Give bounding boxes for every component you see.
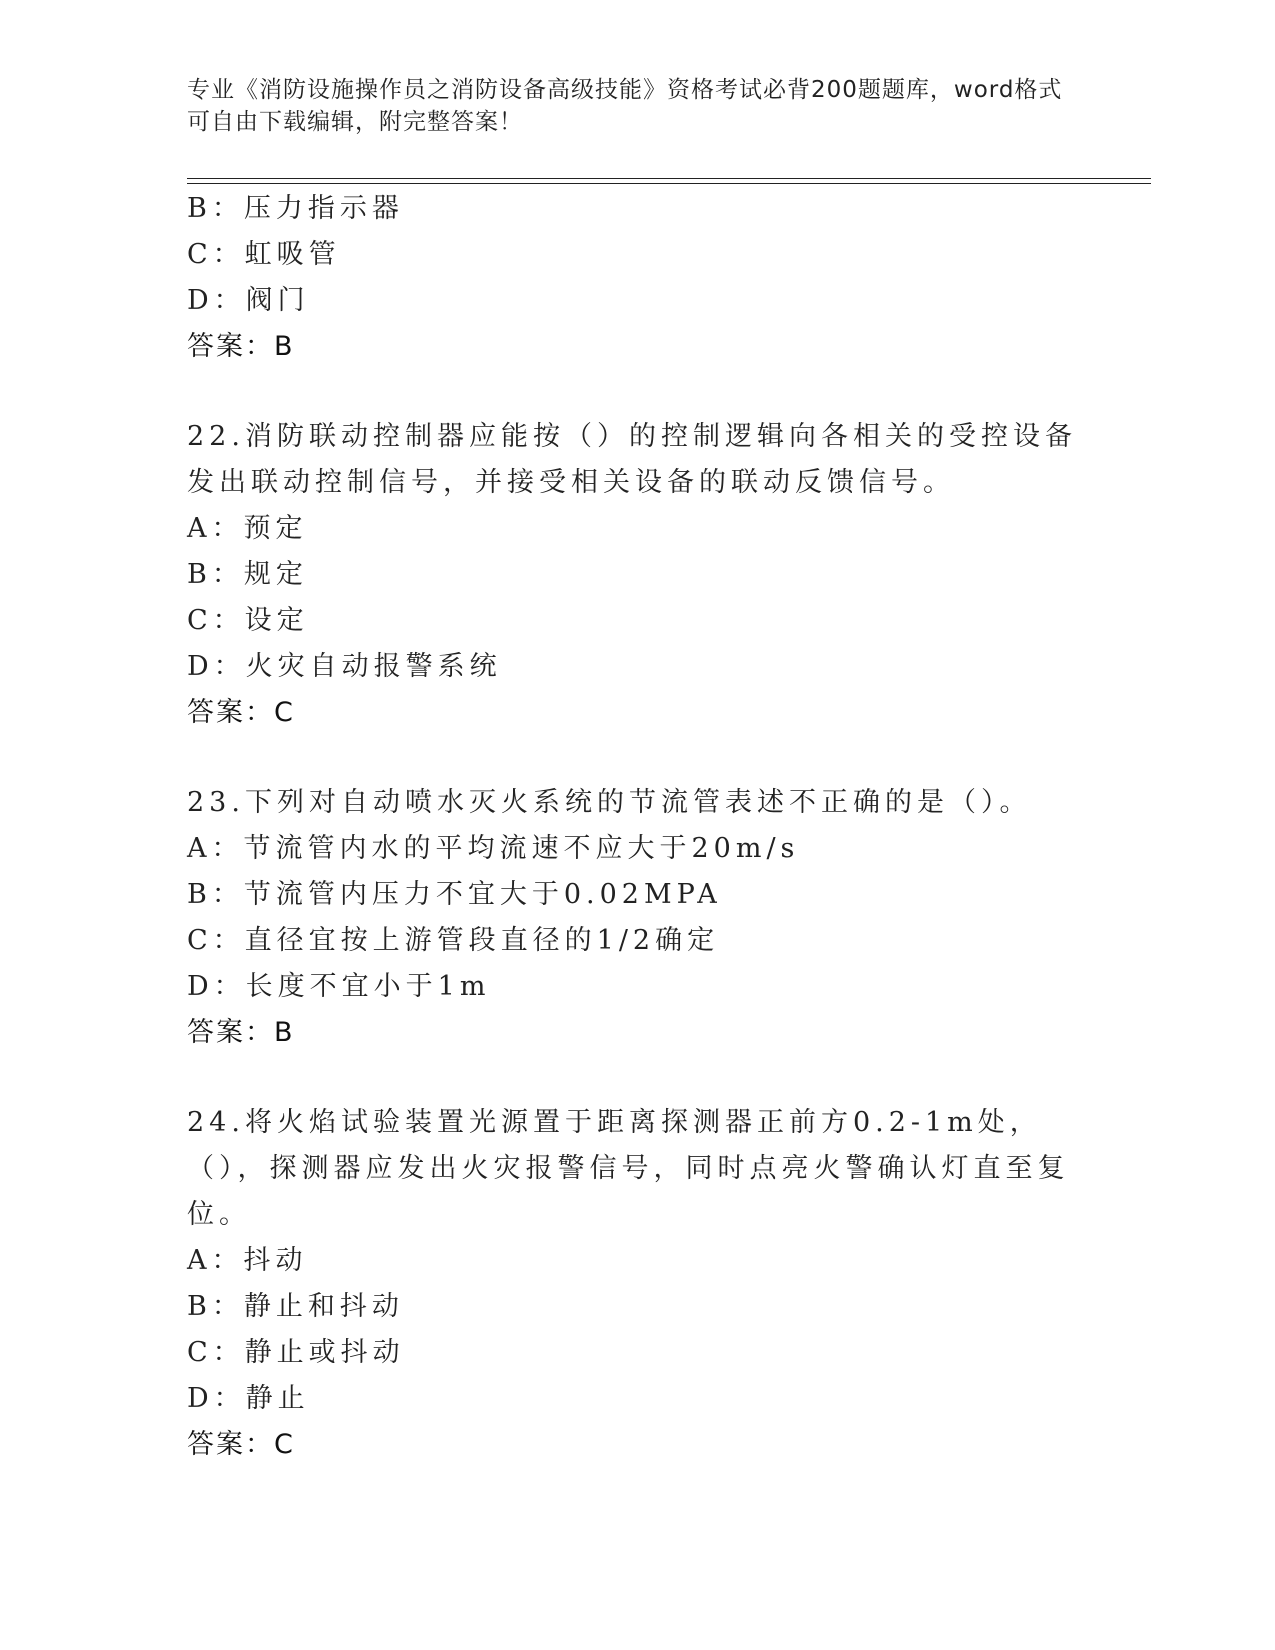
question-text: 24.将火焰试验装置光源置于距离探测器正前方0.2-1m处，（），探测器应发出火灾报警信号，同时点亮火警确认灯直至复位。 [187, 1107, 1070, 1230]
option-c: C：直径宜按上游管段直径的1/2确定 [187, 925, 720, 956]
spacer [187, 1056, 1087, 1100]
spacer [187, 736, 1087, 780]
spacer [187, 370, 1087, 414]
header-divider-top [187, 178, 1151, 179]
option-a: A：节流管内水的平均流速不应大于20m/s [187, 833, 800, 864]
option-a: A：抖动 [187, 1245, 308, 1276]
option-d: D：阀门 [187, 285, 310, 316]
question-list [187, 186, 1087, 1468]
answer-line: 答案：B [187, 1017, 295, 1048]
question-text: 23.下列对自动喷水灭火系统的节流管表述不正确的是（）。 [187, 787, 1032, 818]
option-c: C：虹吸管 [187, 239, 341, 270]
option-a: A：预定 [187, 513, 308, 544]
question-23 [187, 780, 1087, 1056]
question-21-continuation [187, 186, 1087, 370]
option-d: D：火灾自动报警系统 [187, 651, 502, 682]
answer-line: 答案：C [187, 697, 295, 728]
answer-line: 答案：B [187, 331, 295, 362]
document-header: 专业《消防设施操作员之消防设备高级技能》资格考试必背200题题库，word格式可自由下载编辑，附完整答案！ [187, 77, 1063, 135]
option-c: C：静止或抖动 [187, 1337, 405, 1368]
option-c: C：设定 [187, 605, 309, 636]
option-d: D：长度不宜小于1m [187, 971, 491, 1002]
question-24 [187, 1100, 1087, 1468]
option-b: B：节流管内压力不宜大于0.02MPA [187, 879, 722, 910]
header-divider-bottom [187, 183, 1151, 184]
option-d: D：静止 [187, 1383, 310, 1414]
option-b: B：静止和抖动 [187, 1291, 404, 1322]
option-b: B：压力指示器 [187, 193, 404, 224]
question-22 [187, 414, 1087, 736]
option-b: B：规定 [187, 559, 308, 590]
answer-line: 答案：C [187, 1429, 295, 1460]
question-text: 22.消防联动控制器应能按（）的控制逻辑向各相关的受控设备发出联动控制信号，并接受相关设备的联动反馈信号。 [187, 421, 1077, 498]
